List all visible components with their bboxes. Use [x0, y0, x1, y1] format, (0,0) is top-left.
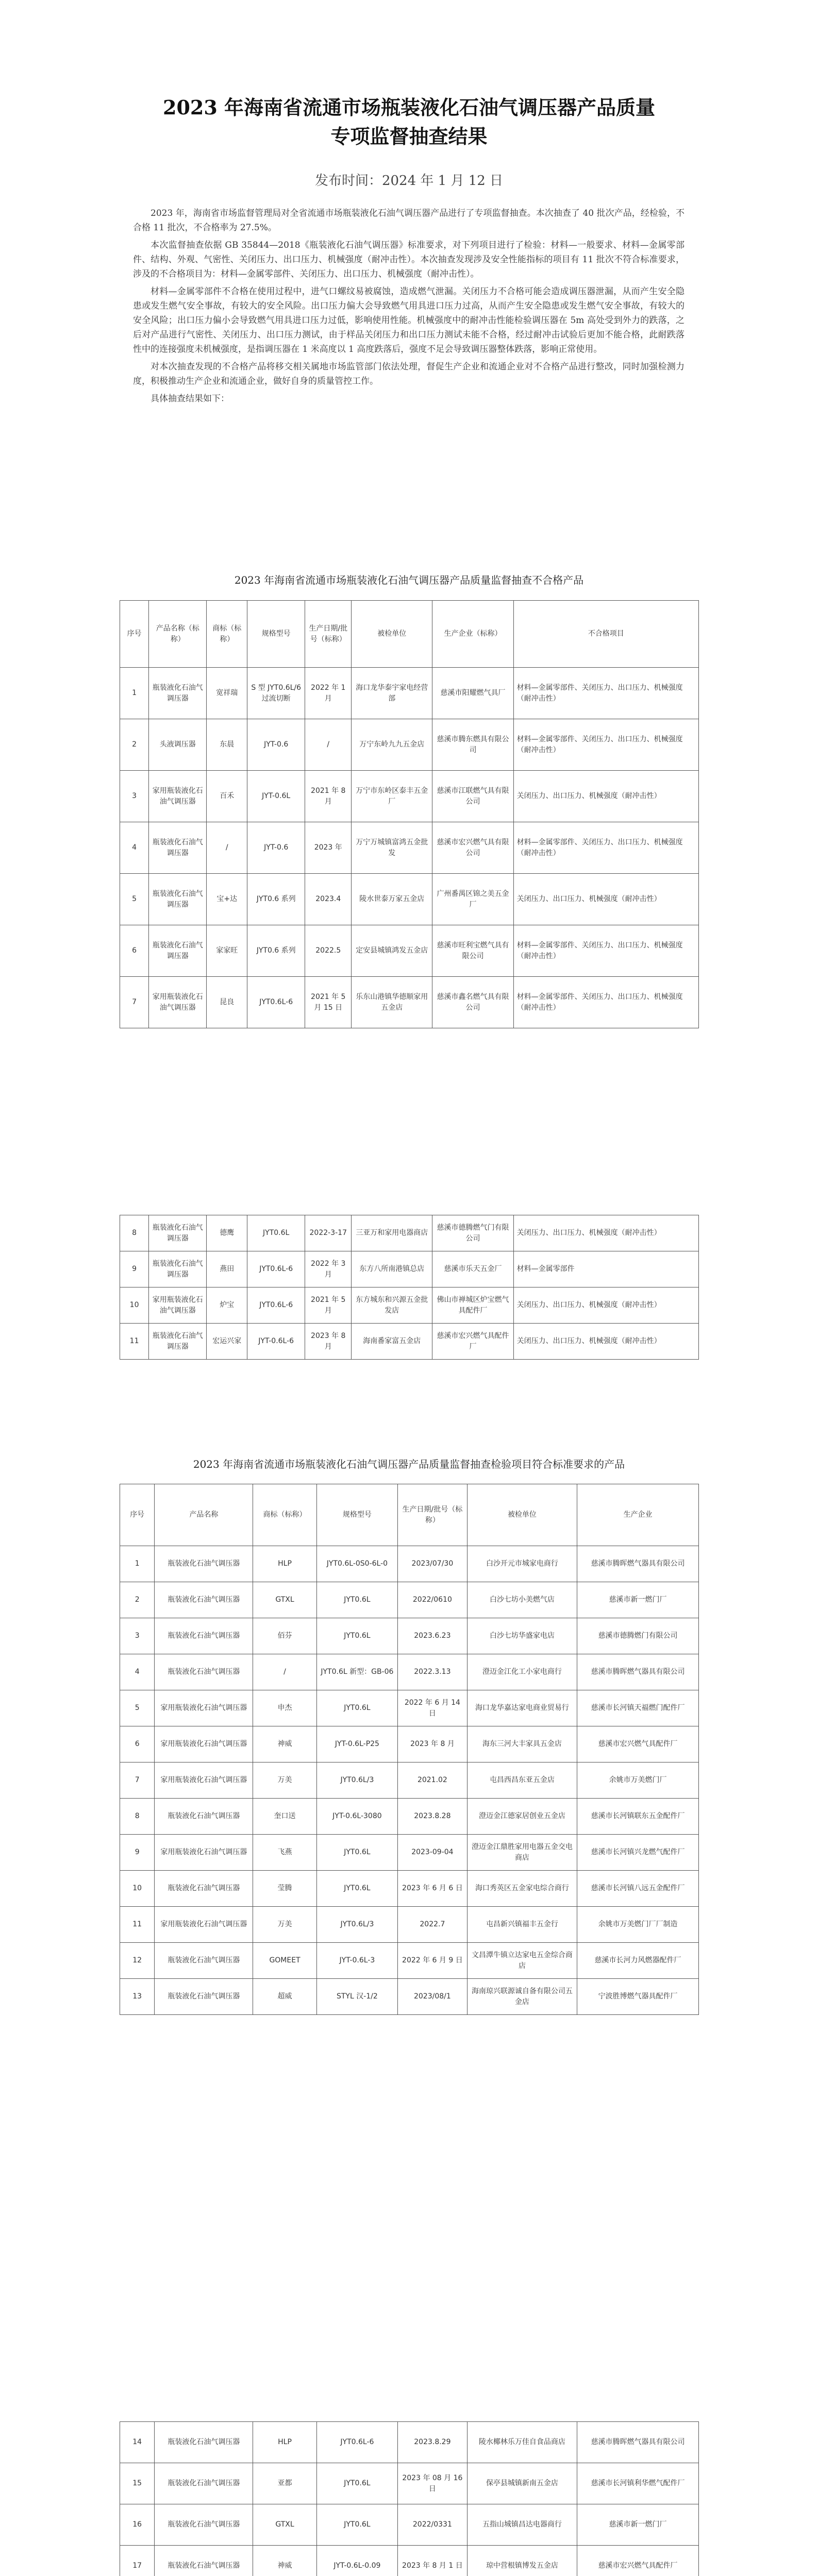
table-cell: JYT-0.6L-P25 [316, 1726, 397, 1762]
table-cell: JYT0.6L [316, 2504, 397, 2546]
column-header: 商标（标称） [207, 601, 247, 668]
table-row [120, 874, 699, 925]
table-row [120, 2463, 699, 2504]
table-cell: 白沙七坊小美燃气店 [467, 1582, 577, 1618]
table-cell: 17 [120, 2546, 155, 2576]
table-row [120, 2504, 699, 2546]
table-cell: 2022/0331 [398, 2504, 468, 2546]
table-cell: 琼中营根镇博发五金店 [467, 2546, 577, 2576]
table-row [120, 1943, 699, 1979]
table-cell: 慈溪市阳耀燃气具厂 [432, 668, 513, 719]
table-row [120, 1324, 699, 1360]
table-cell: 家用瓶装液化石油气调压器 [155, 1690, 253, 1726]
table-cell: 瓶装液化石油气调压器 [155, 1871, 253, 1907]
paragraph: 具体抽查结果如下： [151, 394, 229, 404]
table-cell: 15 [120, 2463, 155, 2504]
table-cell: 瓶装液化石油气调压器 [155, 1943, 253, 1979]
table-cell: 申杰 [253, 1690, 317, 1726]
table-cell: 14 [120, 2422, 155, 2463]
table-cell: 白沙七坊华盛家电店 [467, 1618, 577, 1654]
column-header: 规格型号 [247, 601, 305, 668]
table-cell: 陵水椰林乐万佳自食品商店 [467, 2422, 577, 2463]
table-row [120, 1799, 699, 1835]
table-cell: 慈溪市腾东燃具有限公司 [432, 719, 513, 771]
table-row [120, 1546, 699, 1582]
table-cell: 神威 [253, 1726, 317, 1762]
table-cell: 2022.5 [305, 925, 352, 977]
table-cell: 亚都 [253, 2463, 317, 2504]
table-cell: 3 [120, 771, 149, 822]
table-cell: 材料—金属零部件、关闭压力、出口压力、机械强度（耐冲击性） [513, 719, 698, 771]
paragraph: 2023 年，海南省市场监督管理局对全省流通市场瓶装液化石油气调压器产品进行了专项监督抽查。本次抽查了 40 批次产品，经检验，不合格 11 批次，不合格率为 27.5%。 [133, 208, 685, 233]
table-cell: 关闭压力、出口压力、机械强度（耐冲击性） [513, 1215, 698, 1251]
table-cell: 瓶装液化石油气调压器 [155, 1618, 253, 1654]
table-cell: 2022 年 6 月 14 日 [398, 1690, 468, 1726]
table-cell: 瓶装液化石油气调压器 [155, 1799, 253, 1835]
table-cell: 澄迈金江化工小家电商行 [467, 1654, 577, 1690]
table-row [120, 2546, 699, 2576]
nonconforming-table [120, 600, 699, 1028]
table-cell: 五指山城镇昌达电器商行 [467, 2504, 577, 2546]
table-row [120, 925, 699, 977]
table-cell: 9 [120, 1835, 155, 1871]
table-cell: 2023.8.29 [398, 2422, 468, 2463]
publish-date: 发布时间：2024 年 1 月 12 日 [314, 173, 504, 189]
table-cell: 2023.6.23 [398, 1618, 468, 1654]
table-cell: 家用瓶装液化石油气调压器 [155, 1762, 253, 1799]
table-cell: 家用瓶装液化石油气调压器 [149, 771, 207, 822]
table-cell: JYT-0.6L [247, 771, 305, 822]
table-cell: 海口龙华嘉达家电商业贸易行 [467, 1690, 577, 1726]
table-cell: 宝+达 [207, 874, 247, 925]
table-cell: JYT0.6L [316, 1690, 397, 1726]
table-cell: 宁波胜博燃气器具配件厂 [577, 1979, 699, 2015]
table-cell: JYT0.6L [316, 2463, 397, 2504]
table-row [120, 1654, 699, 1690]
table-cell: 慈溪市德腾燃气门有限公司 [432, 1215, 513, 1251]
table-cell: 家用瓶装液化石油气调压器 [155, 1835, 253, 1871]
doc-title-line1: 2023 年海南省流通市场瓶装液化石油气调压器产品质量 [163, 96, 655, 119]
table-cell: 6 [120, 925, 149, 977]
table-cell: JYT-0.6 [247, 719, 305, 771]
table-row [120, 1215, 699, 1251]
table-cell: 2023.8.28 [398, 1799, 468, 1835]
table-cell: 家家旺 [207, 925, 247, 977]
table-row [120, 1907, 699, 1943]
table-cell: 5 [120, 874, 149, 925]
table-row [120, 668, 699, 719]
column-header: 规格型号 [316, 1484, 397, 1546]
table-cell: JYT0.6L [316, 1582, 397, 1618]
table-cell: 慈溪市长河力风燃器配件厂 [577, 1943, 699, 1979]
table-cell: 家用瓶装液化石油气调压器 [155, 1726, 253, 1762]
table-cell: 文昌潭牛镇立达家电五金综合商店 [467, 1943, 577, 1979]
table-cell: JYT0.6 系列 [247, 874, 305, 925]
table-cell: JYT-0.6 [247, 822, 305, 874]
table-cell: 2022.3.13 [398, 1654, 468, 1690]
table-cell: 2022-3-17 [305, 1215, 352, 1251]
table-cell: 燕田 [207, 1251, 247, 1287]
table-cell: 5 [120, 1690, 155, 1726]
table-cell: 2023 年 8 月 [398, 1726, 468, 1762]
table-cell: GOMEET [253, 1943, 317, 1979]
table-cell: 瓶装液化石油气调压器 [155, 1979, 253, 2015]
table-cell: 瓶装液化石油气调压器 [155, 1654, 253, 1690]
table-cell: 瓶装液化石油气调压器 [155, 2504, 253, 2546]
table-cell: / [253, 1654, 317, 1690]
table-cell: 瓶装液化石油气调压器 [149, 1324, 207, 1360]
table-cell: 2021 年 5 月 15 日 [305, 977, 352, 1028]
table-cell: 佰芬 [253, 1618, 317, 1654]
column-header: 商标（标称） [253, 1484, 317, 1546]
table-cell: 慈溪市长河镇利华燃气配件厂 [577, 2463, 699, 2504]
table-cell: 慈溪市长河镇兴龙燃气配件厂 [577, 1835, 699, 1871]
table-cell: 瓶装液化石油气调压器 [149, 874, 207, 925]
table-cell: 东方城东和兴源五金批发店 [352, 1287, 432, 1324]
table-cell: 海南番家富五金店 [352, 1324, 432, 1360]
table-cell: 2023 年 [305, 822, 352, 874]
table-cell: 家用瓶装液化石油气调压器 [149, 1287, 207, 1324]
table-cell: JYT0.6L 新型：GB-06 [316, 1654, 397, 1690]
table-row [120, 1582, 699, 1618]
table-cell: 家用瓶装液化石油气调压器 [155, 1907, 253, 1943]
table-cell: 余姚市万美燃门厂 [577, 1762, 699, 1799]
table-cell: 2 [120, 719, 149, 771]
table-cell: 4 [120, 1654, 155, 1690]
table-cell: 慈溪市乐天五金厂 [432, 1251, 513, 1287]
table-cell: 1 [120, 668, 149, 719]
table-cell: 8 [120, 1799, 155, 1835]
table-cell: 关闭压力、出口压力、机械强度（耐冲击性） [513, 1287, 698, 1324]
table-cell: 瓶装液化石油气调压器 [149, 668, 207, 719]
column-header: 生产日期/批号（标称） [398, 1484, 468, 1546]
table-cell: 保亭县城镇新南五金店 [467, 2463, 577, 2504]
table-cell: STYL 汉-1/2 [316, 1979, 397, 2015]
table-cell: 万美 [253, 1907, 317, 1943]
table-cell: 8 [120, 1215, 149, 1251]
table-cell: S 型 JYT0.6L/6 过流切断 [247, 668, 305, 719]
table-cell: 慈溪市长河镇天福燃门配件厂 [577, 1690, 699, 1726]
table-cell: 澄迈金江鼎胜家用电器五金交电商店 [467, 1835, 577, 1871]
nonconforming-table-continued [120, 1215, 699, 1360]
table-cell: 2021.02 [398, 1762, 468, 1799]
table-cell: 瓶装液化石油气调压器 [149, 925, 207, 977]
table-row [120, 1835, 699, 1871]
conforming-table-continued [120, 2421, 699, 2576]
column-header: 产品名称（标称） [149, 601, 207, 668]
table-cell: 2023-09-04 [398, 1835, 468, 1871]
table-cell: 2021 年 5 月 [305, 1287, 352, 1324]
table-cell: 慈溪市旺利宝燃气具有限公司 [432, 925, 513, 977]
table-row [120, 1618, 699, 1654]
table-cell: 宏运兴家 [207, 1324, 247, 1360]
table-row [120, 822, 699, 874]
table-cell: JYT0.6L-6 [247, 1251, 305, 1287]
table-cell: 慈溪市宏兴燃气具配件厂 [577, 2546, 699, 2576]
table-cell: 屯昌新兴镇福丰五金行 [467, 1907, 577, 1943]
table-cell: 家用瓶装液化石油气调压器 [149, 977, 207, 1028]
table-cell: 慈溪市宏兴燃气具配件厂 [432, 1324, 513, 1360]
table-cell: JYT0.6L [247, 1215, 305, 1251]
table-cell: 11 [120, 1907, 155, 1943]
paragraph: 对本次抽查发现的不合格产品将移交相关属地市场监管部门依法处理，督促生产企业和流通企业对不合格产品进行整改，同时加强检测力度，积极推动生产企业和流通企业，做好自身的质量管控工作。 [133, 362, 685, 386]
table-cell: 瓶装液化石油气调压器 [149, 1251, 207, 1287]
column-header: 生产企业（标称） [432, 601, 513, 668]
table-cell: 莹腾 [253, 1871, 317, 1907]
table-cell: 2022.7 [398, 1907, 468, 1943]
column-header: 被检单位 [352, 601, 432, 668]
table-cell: 佛山市禅城区炉宝燃气具配件厂 [432, 1287, 513, 1324]
table-row [120, 1690, 699, 1726]
table-cell: JYT0.6L [316, 1618, 397, 1654]
table-cell: 2023/08/1 [398, 1979, 468, 2015]
table-cell: 1 [120, 1546, 155, 1582]
table-cell: 2022 年 3 月 [305, 1251, 352, 1287]
table-cell: 关闭压力、出口压力、机械强度（耐冲击性） [513, 874, 698, 925]
table1-caption: 2023 年海南省流通市场瓶装液化石油气调压器产品质量监督抽查不合格产品 [234, 574, 584, 586]
table-cell: 定安县城镇鸿发五金店 [352, 925, 432, 977]
table-row [120, 977, 699, 1028]
table-cell: 飞燕 [253, 1835, 317, 1871]
table-cell: 3 [120, 1618, 155, 1654]
table-cell: 10 [120, 1871, 155, 1907]
table-cell: 余姚市万美燃门厂厂制造 [577, 1907, 699, 1943]
table-row [120, 1762, 699, 1799]
table-cell: 瓶装液化石油气调压器 [155, 2463, 253, 2504]
table-cell: 2023 年 8 月 [305, 1324, 352, 1360]
column-header: 产品名称 [155, 1484, 253, 1546]
table-cell: 7 [120, 1762, 155, 1799]
table-cell: 万宁万城镇富鸿五金批发 [352, 822, 432, 874]
table-cell: 9 [120, 1251, 149, 1287]
table-cell: 2023 年 6 月 6 日 [398, 1871, 468, 1907]
table-cell: 材料—金属零部件、关闭压力、出口压力、机械强度（耐冲击性） [513, 977, 698, 1028]
table-cell: JYT0.6 系列 [247, 925, 305, 977]
table-cell: 慈溪市鑫名燃气具有限公司 [432, 977, 513, 1028]
table-cell: JYT0.6L [316, 1871, 397, 1907]
table-header-row [120, 1484, 699, 1546]
table-cell: JYT0.6L/3 [316, 1762, 397, 1799]
table-cell: GTXL [253, 2504, 317, 2546]
table-cell: 慈溪市宏兴燃气具配件厂 [577, 1726, 699, 1762]
table-cell: 4 [120, 822, 149, 874]
table-cell: 东方八所南港镇总店 [352, 1251, 432, 1287]
table-cell: 瓶装液化石油气调压器 [155, 1582, 253, 1618]
table-row [120, 1979, 699, 2015]
table-cell: 瓶装液化石油气调压器 [149, 822, 207, 874]
table-row [120, 1251, 699, 1287]
table-cell: JYT-0.6L-0.09 [316, 2546, 397, 2576]
table-cell: JYT-0.6L-3 [316, 1943, 397, 1979]
table-cell: 超威 [253, 1979, 317, 2015]
table-cell: 10 [120, 1287, 149, 1324]
table-cell: 7 [120, 977, 149, 1028]
table-cell: HLP [253, 2422, 317, 2463]
table-cell: 2 [120, 1582, 155, 1618]
table-cell: 广州番禺区锦之美五金厂 [432, 874, 513, 925]
conforming-table [120, 1484, 699, 2015]
column-header: 序号 [120, 1484, 155, 1546]
table-cell: 澄迈金江德家居创业五金店 [467, 1799, 577, 1835]
table-cell: JYT-0.6L-3080 [316, 1799, 397, 1835]
table-cell: 三亚万和家用电器商店 [352, 1215, 432, 1251]
table-cell: 慈溪市腾晖燃气器具有限公司 [577, 1654, 699, 1690]
table-cell: 瓶装液化石油气调压器 [149, 1215, 207, 1251]
table-cell: 万宁东岭九九五金店 [352, 719, 432, 771]
table-cell: 陵水世泰万家五金店 [352, 874, 432, 925]
table-cell: 宽祥瑞 [207, 668, 247, 719]
table-cell: 头液调压器 [149, 719, 207, 771]
table-cell: 材料—金属零部件、关闭压力、出口压力、机械强度（耐冲击性） [513, 668, 698, 719]
table-cell: 慈溪市腾晖燃气器具有限公司 [577, 2422, 699, 2463]
table-cell: 材料—金属零部件 [513, 1251, 698, 1287]
table-cell: 屯昌西昌东亚五金店 [467, 1762, 577, 1799]
table-cell: / [305, 719, 352, 771]
table-cell: JYT-0.6L-6 [247, 1324, 305, 1360]
table-row [120, 1726, 699, 1762]
table-cell: HLP [253, 1546, 317, 1582]
table-cell: JYT0.6L-0S0-6L-0 [316, 1546, 397, 1582]
table-cell: 海东三河大丰家具五金店 [467, 1726, 577, 1762]
table2-caption: 2023 年海南省流通市场瓶装液化石油气调压器产品质量监督抽查检验项目符合标准要求的产品 [193, 1458, 625, 1470]
table-cell: 慈溪市新一燃门厂 [577, 2504, 699, 2546]
table-cell: 奎口送 [253, 1799, 317, 1835]
table-header-row [120, 601, 699, 668]
table-cell: 材料—金属零部件、关闭压力、出口压力、机械强度（耐冲击性） [513, 925, 698, 977]
table-cell: 2022 年 1 月 [305, 668, 352, 719]
table-cell: 炉宝 [207, 1287, 247, 1324]
table-cell: 11 [120, 1324, 149, 1360]
table-cell: 2023 年 08 月 16 日 [398, 2463, 468, 2504]
column-header: 生产日期/批号（标称） [305, 601, 352, 668]
table-cell: 关闭压力、出口压力、机械强度（耐冲击性） [513, 1324, 698, 1360]
table-cell: 2022 年 6 月 9 日 [398, 1943, 468, 1979]
table-row [120, 1871, 699, 1907]
table-cell: 2023/07/30 [398, 1546, 468, 1582]
table-cell: JYT0.6L [316, 1835, 397, 1871]
body-paragraphs [133, 206, 685, 409]
table-cell: 乐东山港镇华德顺家用五金店 [352, 977, 432, 1028]
table-cell: 慈溪市长河镇八远五金配件厂 [577, 1871, 699, 1907]
table-cell: 慈溪市德腾燃门有限公司 [577, 1618, 699, 1654]
column-header: 序号 [120, 601, 149, 668]
table-cell: 2021 年 8 月 [305, 771, 352, 822]
table-cell: 德鹰 [207, 1215, 247, 1251]
table-row [120, 771, 699, 822]
column-header: 被检单位 [467, 1484, 577, 1546]
table-cell: 6 [120, 1726, 155, 1762]
table-cell: 海口龙华泰宇家电经营部 [352, 668, 432, 719]
table-cell: 瓶装液化石油气调压器 [155, 1546, 253, 1582]
table-cell: 13 [120, 1979, 155, 2015]
table-cell: JYT0.6L/3 [316, 1907, 397, 1943]
table-cell: / [207, 822, 247, 874]
table-cell: 万美 [253, 1762, 317, 1799]
table-cell: 慈溪市宏兴燃气具有限公司 [432, 822, 513, 874]
table-cell: 海口秀英区五金家电综合商行 [467, 1871, 577, 1907]
table-cell: 瓶装液化石油气调压器 [155, 2422, 253, 2463]
doc-title-line2: 专项监督抽查结果 [330, 125, 488, 148]
table-cell: 昆良 [207, 977, 247, 1028]
table-cell: JYT0.6L-6 [247, 977, 305, 1028]
table-cell: JYT0.6L-6 [247, 1287, 305, 1324]
table-cell: JYT0.6L-6 [316, 2422, 397, 2463]
table-cell: 16 [120, 2504, 155, 2546]
table-cell: 东晨 [207, 719, 247, 771]
table-cell: GTXL [253, 1582, 317, 1618]
table-cell: 万宁市东岭区泰丰五金厂 [352, 771, 432, 822]
table-cell: 2022/0610 [398, 1582, 468, 1618]
column-header: 不合格项目 [513, 601, 698, 668]
table-cell: 慈溪市腾晖燃气器具有限公司 [577, 1546, 699, 1582]
table-row [120, 2422, 699, 2463]
table-row [120, 1287, 699, 1324]
table-cell: 材料—金属零部件、关闭压力、出口压力、机械强度（耐冲击性） [513, 822, 698, 874]
paragraph: 材料—金属零部件不合格在使用过程中，进气口螺纹易被腐蚀，造成燃气泄漏。关闭压力不合格可能会造成调压器泄漏，从而产生安全隐患或发生燃气安全事故，有较大的安全风险。出口压力偏大会导致燃气用具进口压力过高，从而产生安全隐患或发生燃气安全事故，有较大的安全风险；出口压力偏小会导致燃气用具进口压力过低，影响使用性能。机械强度中的耐冲击性能检验调压器在 5m 高处受到外力的跌落，之后对产品进行气密性、关闭压力、出口压力测试，由于样品关闭压力和出口压力测试未能不合格，经过耐冲击试验后更加不能合格，此耐跌落性中的连接强度未机械强度，是指调压器在 1 米高度以 1 高度跌落后，强度不足会导致调压器整体跌落，影响正常使用。 [133, 286, 685, 354]
table-cell: 慈溪市江联燃气具有限公司 [432, 771, 513, 822]
table-cell: 关闭压力、出口压力、机械强度（耐冲击性） [513, 771, 698, 822]
table-cell: 神威 [253, 2546, 317, 2576]
table-cell: 白沙开元市城家电商行 [467, 1546, 577, 1582]
table-row [120, 719, 699, 771]
paragraph: 本次监督抽查依据 GB 35844—2018《瓶装液化石油气调压器》标准要求，对下列项目进行了检验：材料—一般要求、材料—金属零部件、结构、外观、气密性、关闭压力、出口压力、机械强度（耐冲击性）。本次抽查发现涉及安全性能指标的项目有 11 批次不符合标准要求，涉及的不合格项目为：材料—金属零部件、关闭压力、出口压力、机械强度（耐冲击性）。 [133, 240, 685, 279]
column-header: 生产企业 [577, 1484, 699, 1546]
table-cell: 慈溪市长河镇联东五金配件厂 [577, 1799, 699, 1835]
table-cell: 慈溪市新一燃门厂 [577, 1582, 699, 1618]
table-cell: 2023 年 8 月 1 日 [398, 2546, 468, 2576]
table-cell: 2023.4 [305, 874, 352, 925]
table-cell: 瓶装液化石油气调压器 [155, 2546, 253, 2576]
table-cell: 百禾 [207, 771, 247, 822]
table-cell: 12 [120, 1943, 155, 1979]
table-cell: 海南琼兴联源诚自备有限公司五金店 [467, 1979, 577, 2015]
